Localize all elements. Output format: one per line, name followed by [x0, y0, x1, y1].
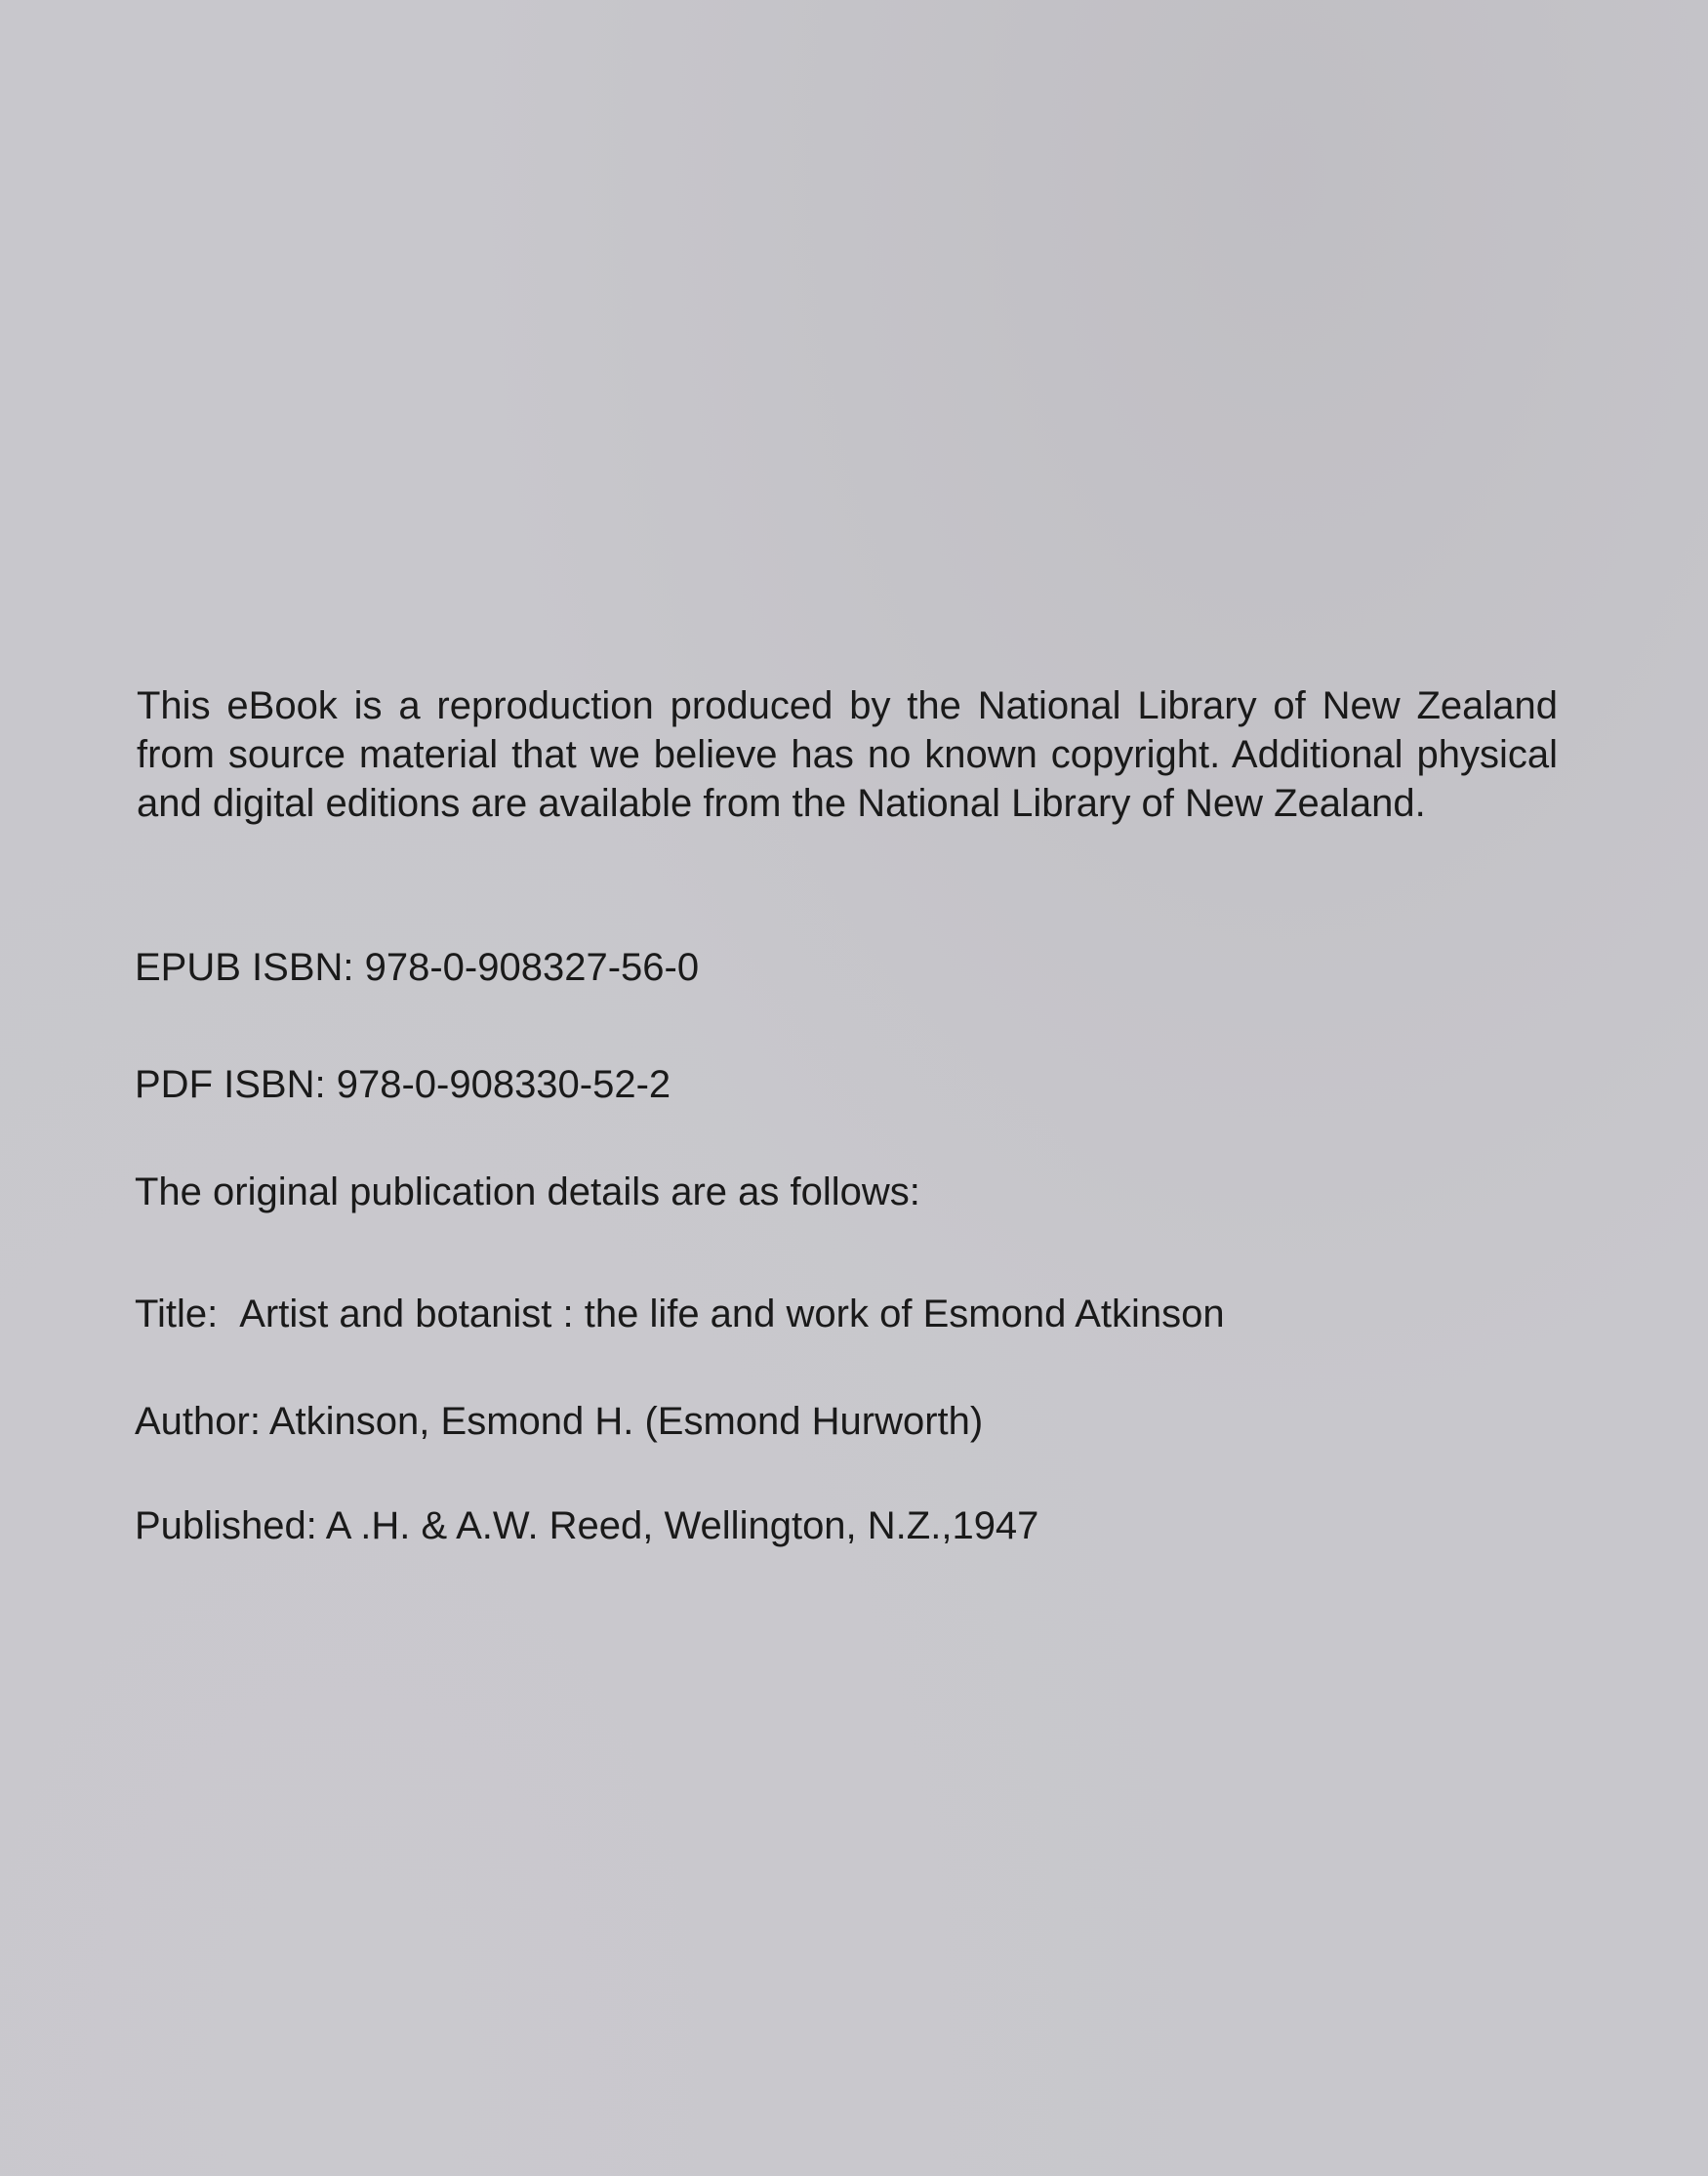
- title-label: Title:: [135, 1293, 219, 1335]
- reproduction-notice: This eBook is a reproduction produced by the National Library of New Zealand from source material that we believe has no known copyright. Additional physical and digital editions are available from the National Library of New Zealand.: [137, 684, 1558, 825]
- title-value: Artist and botanist : the life and work of Esmond Atkinson: [239, 1293, 1225, 1335]
- publication-title: [135, 1290, 1225, 1338]
- epub-isbn: EPUB ISBN: 978-0-908327-56-0: [135, 946, 700, 989]
- publication-author: Author: Atkinson, Esmond H. (Esmond Hurworth): [135, 1400, 984, 1443]
- original-details-intro: The original publication details are as follows:: [135, 1170, 920, 1213]
- pdf-isbn: PDF ISBN: 978-0-908330-52-2: [135, 1063, 671, 1106]
- publication-published: Published: A .H. & A.W. Reed, Wellington, N.Z.,1947: [135, 1504, 1039, 1547]
